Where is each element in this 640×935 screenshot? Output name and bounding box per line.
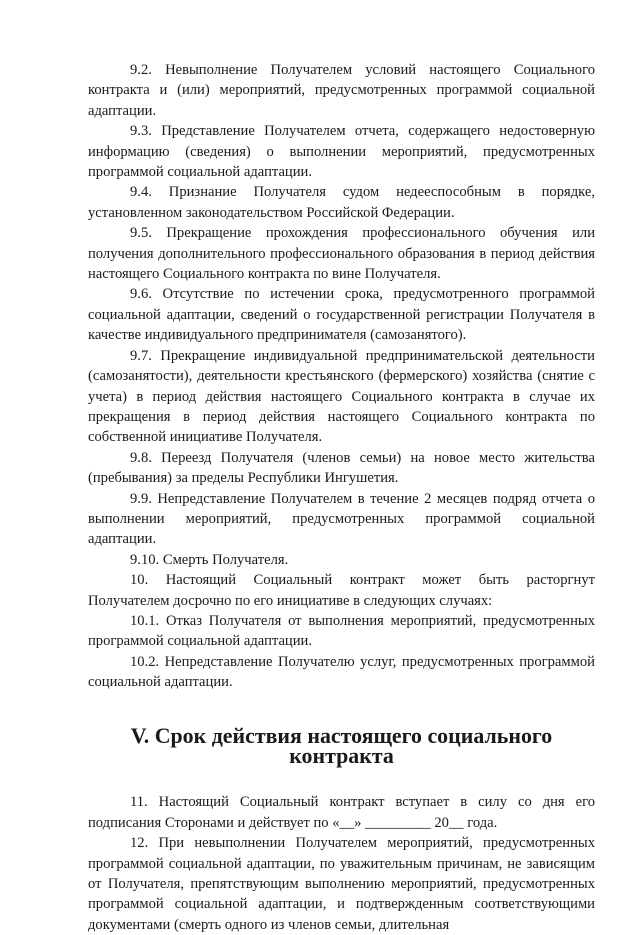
- paragraph-9-2: 9.2. Невыполнение Получателем условий настоящего Социального контракта и (или) мероприятий, предусмотренных программой социальной адаптации.: [88, 62, 595, 119]
- paragraph-10-2: 10.2. Непредставление Получателю услуг, предусмотренных программой социальной адаптации.: [88, 653, 595, 691]
- paragraph-10: 10. Настоящий Социальный контракт может быть расторгнут Получателем досрочно по его инициативе в следующих случаях:: [88, 572, 595, 609]
- paragraph-9-10: 9.10. Смерть Получателя.: [130, 551, 289, 568]
- document-page: [88, 60, 595, 935]
- paragraph-9-8: 9.8. Переезд Получателя (членов семьи) на новое место жительства (пребывания) за пределы Республики Ингушетия.: [88, 449, 595, 487]
- paragraph-9-6: 9.6. Отсутствие по истечении срока, предусмотренного программой социальной адаптации, сведений о государственной регистрации Получателя в качестве индивидуального предпринимателя (самозанятого).: [88, 286, 595, 344]
- paragraph-10-1: 10.1. Отказ Получателя от выполнения мероприятий, предусмотренных программой социальной адаптации.: [88, 612, 595, 650]
- paragraph-12: 12. При невыполнении Получателем мероприятий, предусмотренных программой социальной адаптации, по уважительным причинам, не зависящим от Получателя, препятствующим выполнению мероприятий, предусмотренных программой социальной адаптации, и подтвержденным соответствующими документами (смерть одного из членов семьи, длительная: [88, 835, 595, 933]
- paragraph-9-7: 9.7. Прекращение индивидуальной предпринимательской деятельности (самозанятости), деятельности крестьянского (фермерского) хозяйства (снятие с учета) в период действия настоящего Социального контракта в случае их прекращения в период действия настоящего Социального контракта по собственной инициативе Получателя.: [88, 347, 595, 446]
- paragraph-9-9: 9.9. Непредставление Получателем в течение 2 месяцев подряд отчета о выполнении мероприятий, предусмотренных программой социальной адаптации.: [88, 490, 595, 548]
- section-heading: V. Срок действия настоящего социального контракта: [130, 722, 553, 768]
- paragraph-9-4: 9.4. Признание Получателя судом недееспособным в порядке, установленном законодательством Российской Федерации.: [88, 184, 595, 221]
- paragraph-9-3: 9.3. Представление Получателем отчета, содержащего недостоверную информацию (сведения) о выполнении мероприятий, предусмотренных программой социальной адаптации.: [88, 123, 595, 181]
- paragraph-11: 11. Настоящий Социальный контракт вступает в силу со дня его подписания Сторонами и действует по «__» _________ 20__ года.: [88, 794, 595, 831]
- paragraph-9-5: 9.5. Прекращение прохождения профессионального обучения или получения дополнительного профессионального образования в период действия настоящего Социального контракта по вине Получателя.: [88, 225, 595, 283]
